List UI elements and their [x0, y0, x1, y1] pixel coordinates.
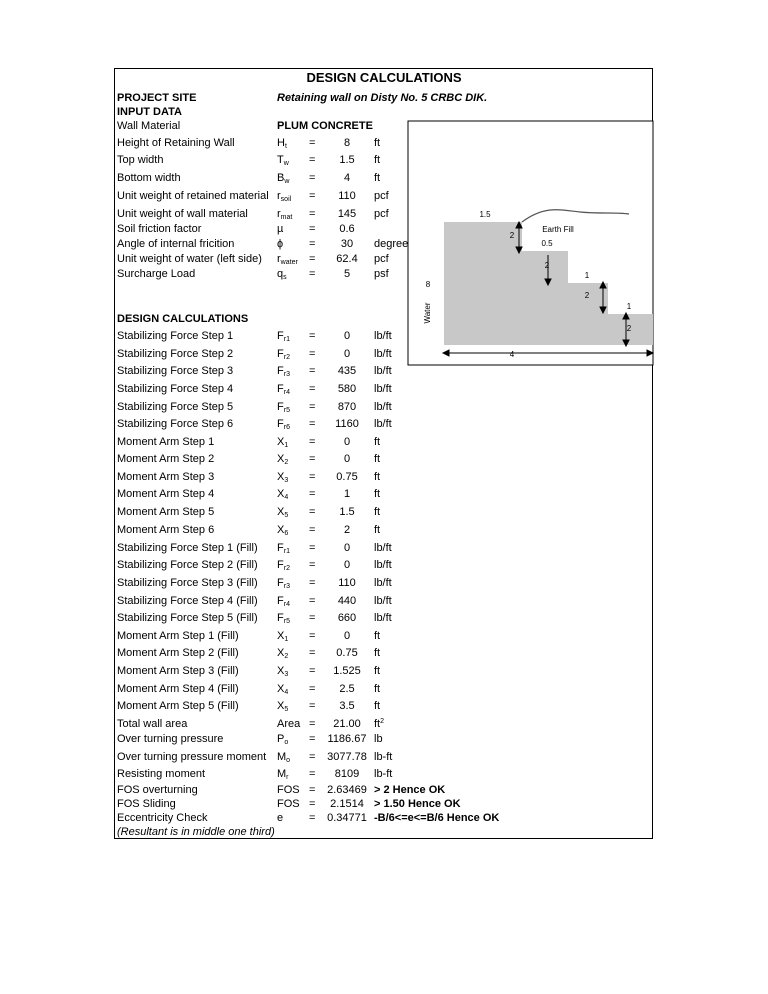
- row-equals: =: [309, 612, 316, 624]
- row-unit-text: lb/ft: [374, 559, 392, 571]
- row-symbol-main: X: [277, 453, 285, 465]
- row-label: Over turning pressure moment: [117, 751, 267, 763]
- row-value: 660: [337, 612, 357, 624]
- row-value: 2.5: [339, 683, 355, 695]
- row-symbol-subscript: r3: [283, 371, 290, 378]
- row-symbol-subscript: w: [284, 178, 290, 185]
- row-equals: =: [309, 630, 316, 642]
- row-equals: =: [309, 208, 316, 220]
- row-equals: =: [309, 784, 316, 796]
- row-value: 8: [343, 137, 351, 149]
- row-equals: =: [309, 647, 316, 659]
- row-value: 110: [338, 190, 356, 202]
- row-symbol-main: X: [277, 524, 285, 536]
- row-symbol-subscript: o: [284, 739, 289, 746]
- row-symbol-subscript: w: [283, 160, 289, 167]
- row-symbol-main: µ: [277, 223, 284, 235]
- row-symbol-main: P: [277, 733, 285, 745]
- row-symbol-main: e: [277, 812, 284, 824]
- row-symbol-subscript: r6: [283, 424, 290, 431]
- row-symbol-main: q: [277, 268, 284, 280]
- row-value: 1160: [335, 418, 359, 430]
- row-value: 1.5: [339, 506, 355, 518]
- row-unit-text: lb/ft: [374, 418, 392, 430]
- row-unit-text: lb-ft: [374, 768, 393, 780]
- row-unit-text: lb/ft: [374, 401, 392, 413]
- row-unit-text: degree: [374, 238, 409, 250]
- row-value: 2.1514: [330, 798, 364, 810]
- row-unit-text: > 2 Hence OK: [374, 784, 446, 796]
- row-unit-text: ft: [374, 154, 381, 166]
- row-equals: =: [309, 542, 316, 554]
- row-symbol-subscript: r2: [283, 565, 290, 572]
- row-label: Stabilizing Force Step 2: [117, 348, 234, 360]
- wall-material-value: PLUM CONCRETE: [277, 120, 373, 132]
- row-unit-text: > 1.50 Hence OK: [374, 798, 461, 810]
- row-value: 110: [338, 577, 356, 589]
- row-label: Over turning pressure: [117, 733, 224, 745]
- dim-2-step4: 2: [626, 324, 632, 333]
- row-symbol-main: F: [277, 595, 284, 607]
- row-value: 0: [343, 542, 351, 554]
- row-label: Bottom width: [117, 172, 181, 184]
- row-value: 145: [337, 208, 357, 220]
- row-unit-text: pcf: [374, 208, 389, 220]
- row-label: Surcharge Load: [117, 268, 196, 280]
- row-symbol-subscript: r4: [283, 389, 290, 396]
- row-symbol-subscript: r4: [283, 601, 290, 608]
- row-symbol-main: FOS: [277, 784, 300, 796]
- row-symbol-main: X: [277, 665, 285, 677]
- row-label: Stabilizing Force Step 4 (Fill): [117, 595, 258, 607]
- row-symbol-subscript: water: [280, 259, 298, 266]
- row-symbol-subscript: r2: [283, 354, 290, 361]
- resultant-note: (Resultant is in middle one third): [117, 826, 275, 838]
- row-unit-text: ft: [374, 453, 381, 465]
- row-label: Resisting moment: [117, 768, 206, 780]
- row-label: Angle of internal fricition: [117, 238, 235, 250]
- row-unit-text: ft: [374, 471, 381, 483]
- row-symbol-main: H: [277, 137, 285, 149]
- row-unit-text: ft: [374, 172, 381, 184]
- row-value: 0.75: [336, 647, 358, 659]
- row-unit-text: lb/ft: [374, 577, 392, 589]
- row-label: Moment Arm Step 5: [117, 506, 215, 518]
- row-label: Stabilizing Force Step 2 (Fill): [117, 559, 258, 571]
- row-unit-text: ft: [374, 436, 381, 448]
- row-value: 1.525: [333, 665, 361, 677]
- row-unit-text: lb/ft: [374, 542, 392, 554]
- row-symbol-subscript: r1: [283, 336, 290, 343]
- row-symbol-main: X: [277, 683, 285, 695]
- row-label: Moment Arm Step 4: [117, 488, 215, 500]
- dim-2-step2: 2: [544, 261, 550, 270]
- row-unit-text: ft: [374, 665, 381, 677]
- row-value: 0.6: [339, 223, 355, 235]
- row-equals: =: [309, 577, 316, 589]
- row-symbol-subscript: r1: [283, 548, 290, 555]
- row-symbol-main: F: [277, 401, 284, 413]
- row-equals: =: [309, 436, 316, 448]
- dim-0-5: 0.5: [541, 239, 553, 248]
- row-unit-text: ft: [374, 683, 381, 695]
- row-value: 0: [343, 348, 351, 360]
- row-equals: =: [309, 172, 316, 184]
- row-unit-text: ft: [374, 630, 381, 642]
- row-value: 0: [343, 436, 351, 448]
- height-label: 8: [425, 280, 431, 289]
- row-label: Total wall area: [117, 718, 188, 730]
- row-value: 4: [343, 172, 351, 184]
- row-equals: =: [309, 418, 316, 430]
- row-value: 2.63469: [327, 784, 367, 796]
- row-label: Moment Arm Step 5 (Fill): [117, 700, 239, 712]
- row-label: Stabilizing Force Step 1 (Fill): [117, 542, 258, 554]
- row-symbol-subscript: r5: [283, 407, 290, 414]
- row-label: FOS overturning: [117, 784, 198, 796]
- row-equals: =: [309, 268, 316, 280]
- row-label: Stabilizing Force Step 3 (Fill): [117, 577, 258, 589]
- row-symbol-main: X: [277, 436, 285, 448]
- row-value: 1: [343, 488, 351, 500]
- row-equals: =: [309, 365, 316, 377]
- row-label: Unit weight of wall material: [117, 208, 248, 220]
- row-equals: =: [309, 190, 316, 202]
- row-symbol-subscript: soil: [280, 196, 292, 203]
- row-symbol-main: F: [277, 348, 284, 360]
- row-label: Moment Arm Step 6: [117, 524, 215, 536]
- row-value: 0: [343, 330, 351, 342]
- row-label: Stabilizing Force Step 3: [117, 365, 234, 377]
- row-symbol-main: Area: [277, 718, 301, 730]
- row-symbol-main: F: [277, 383, 284, 395]
- row-value: 30: [340, 238, 354, 250]
- row-value: 0.34771: [327, 812, 367, 824]
- row-equals: =: [309, 137, 316, 149]
- row-unit-text: ft: [374, 647, 381, 659]
- row-symbol-subscript: 3: [284, 477, 289, 484]
- row-unit-text: lb/ft: [374, 365, 392, 377]
- row-equals: =: [309, 238, 316, 250]
- project-site-value: Retaining wall on Disty No. 5 CRBC DIK.: [277, 92, 488, 104]
- input-data-label: INPUT DATA: [117, 106, 182, 118]
- row-equals: =: [309, 718, 316, 730]
- row-unit-text: lb/ft: [374, 612, 392, 624]
- row-equals: =: [309, 488, 316, 500]
- row-equals: =: [309, 812, 316, 824]
- row-symbol-subscript: 1: [284, 636, 289, 643]
- row-label: Soil friction factor: [117, 223, 202, 235]
- row-symbol-subscript: 2: [284, 653, 289, 660]
- row-symbol-subscript: 5: [284, 706, 289, 713]
- row-symbol-main: B: [277, 172, 285, 184]
- row-value: 3.5: [339, 700, 355, 712]
- row-equals: =: [309, 683, 316, 695]
- water-label: Water: [423, 302, 432, 324]
- row-symbol-subscript: 6: [284, 530, 289, 537]
- row-value: 435: [337, 365, 357, 377]
- row-label: Height of Retaining Wall: [117, 137, 235, 149]
- row-unit-text: -B/6<=e<=B/6 Hence OK: [374, 812, 500, 824]
- row-unit-text: lb/ft: [374, 595, 392, 607]
- row-unit-text: lb: [374, 733, 383, 745]
- row-symbol-subscript: r: [286, 774, 289, 781]
- row-value: 2: [343, 524, 351, 536]
- row-symbol-main: r: [277, 190, 281, 202]
- row-equals: =: [309, 348, 316, 360]
- row-label: Moment Arm Step 2 (Fill): [117, 647, 239, 659]
- row-equals: =: [309, 506, 316, 518]
- row-symbol-main: F: [277, 542, 284, 554]
- dim-2-step1: 2: [509, 231, 515, 240]
- row-symbol-subscript: 2: [284, 459, 289, 466]
- row-unit-text: lb/ft: [374, 383, 392, 395]
- row-symbol-main: F: [277, 559, 284, 571]
- row-value: 870: [337, 401, 357, 413]
- row-symbol-main: X: [277, 506, 285, 518]
- row-label: Moment Arm Step 3 (Fill): [117, 665, 239, 677]
- row-unit-superscript: 2: [380, 718, 385, 725]
- row-symbol-subscript: s: [283, 274, 287, 281]
- dim-1-step4: 1: [626, 302, 632, 311]
- row-unit-text: lb/ft: [374, 330, 392, 342]
- row-label: Top width: [117, 154, 164, 166]
- row-label: Moment Arm Step 2: [117, 453, 215, 465]
- row-label: Moment Arm Step 1: [117, 436, 215, 448]
- row-symbol-main: r: [277, 253, 281, 265]
- row-symbol-main: F: [277, 612, 284, 624]
- row-unit-text: ft: [374, 524, 381, 536]
- row-equals: =: [309, 223, 316, 235]
- row-unit-text: ft: [374, 488, 381, 500]
- row-symbol-main: ɸ: [277, 238, 284, 250]
- row-value: 5: [343, 268, 351, 280]
- row-symbol-main: F: [277, 577, 284, 589]
- row-symbol-subscript: 5: [284, 512, 289, 519]
- row-symbol-main: M: [277, 751, 287, 763]
- row-value: 580: [337, 383, 357, 395]
- row-symbol-main: F: [277, 330, 284, 342]
- row-equals: =: [309, 700, 316, 712]
- row-value: 1.5: [339, 154, 355, 166]
- row-equals: =: [309, 453, 316, 465]
- row-equals: =: [309, 154, 316, 166]
- row-equals: =: [309, 768, 316, 780]
- row-unit-text: pcf: [374, 190, 389, 202]
- row-label: Stabilizing Force Step 5: [117, 401, 234, 413]
- row-symbol-subscript: mat: [280, 214, 293, 221]
- row-value: 0: [343, 630, 351, 642]
- row-equals: =: [309, 383, 316, 395]
- project-site-label: PROJECT SITE: [117, 92, 197, 104]
- row-unit-text: psf: [374, 268, 389, 280]
- row-symbol-main: M: [277, 768, 287, 780]
- row-symbol-subscript: 4: [284, 689, 289, 696]
- row-symbol-main: X: [277, 630, 285, 642]
- row-equals: =: [309, 595, 316, 607]
- top-width-label: 1.5: [479, 210, 491, 219]
- row-value: 1186.67: [327, 733, 367, 745]
- row-symbol-main: X: [277, 647, 285, 659]
- row-label: Moment Arm Step 3: [117, 471, 215, 483]
- row-value: 3077.78: [327, 751, 367, 763]
- row-label: Stabilizing Force Step 4: [117, 383, 234, 395]
- row-unit-text: ft: [374, 718, 381, 730]
- bottom-width-label: 4: [509, 350, 515, 359]
- row-label: Stabilizing Force Step 5 (Fill): [117, 612, 258, 624]
- row-unit-text: lb/ft: [374, 348, 392, 360]
- row-symbol-subscript: 1: [284, 442, 289, 449]
- row-value: 62.4: [336, 253, 358, 265]
- row-unit-text: ft: [374, 137, 381, 149]
- dim-2-step3: 2: [584, 291, 590, 300]
- row-equals: =: [309, 733, 316, 745]
- wall-material-label: Wall Material: [117, 120, 181, 132]
- earth-fill-label: Earth Fill: [542, 225, 574, 234]
- row-equals: =: [309, 253, 316, 265]
- row-unit-text: ft: [374, 700, 381, 712]
- row-symbol-main: X: [277, 700, 285, 712]
- row-equals: =: [309, 401, 316, 413]
- row-symbol-subscript: 3: [284, 671, 289, 678]
- dim-1-step3: 1: [584, 271, 590, 280]
- row-unit-text: pcf: [374, 253, 389, 265]
- row-equals: =: [309, 798, 316, 810]
- row-symbol-main: T: [277, 154, 284, 166]
- row-symbol-main: X: [277, 471, 285, 483]
- row-unit-text: ft: [374, 506, 381, 518]
- row-label: Moment Arm Step 1 (Fill): [117, 630, 239, 642]
- row-symbol-subscript: o: [286, 757, 291, 764]
- row-label: Stabilizing Force Step 1: [117, 330, 234, 342]
- row-value: 0: [343, 453, 351, 465]
- row-label: FOS Sliding: [117, 798, 176, 810]
- row-value: 440: [337, 595, 357, 607]
- design-calc-label: DESIGN CALCULATIONS: [117, 313, 249, 325]
- row-equals: =: [309, 524, 316, 536]
- row-symbol-subscript: t: [284, 143, 287, 150]
- row-equals: =: [309, 330, 316, 342]
- row-label: Moment Arm Step 4 (Fill): [117, 683, 239, 695]
- row-symbol-main: X: [277, 488, 285, 500]
- row-label: Unit weight of retained material: [117, 190, 269, 202]
- row-symbol-subscript: 4: [284, 494, 289, 501]
- row-equals: =: [309, 471, 316, 483]
- row-equals: =: [309, 559, 316, 571]
- row-value: 21.00: [333, 718, 361, 730]
- row-label: Stabilizing Force Step 6: [117, 418, 234, 430]
- row-value: 0: [343, 559, 351, 571]
- row-label: Unit weight of water (left side): [117, 253, 262, 265]
- row-value: 8109: [334, 768, 360, 780]
- row-symbol-subscript: r5: [283, 618, 290, 625]
- row-equals: =: [309, 751, 316, 763]
- row-symbol-main: F: [277, 418, 284, 430]
- row-unit-text: lb-ft: [374, 751, 393, 763]
- row-symbol-main: FOS: [277, 798, 300, 810]
- row-symbol-main: r: [277, 208, 281, 220]
- row-value: 0.75: [336, 471, 358, 483]
- row-equals: =: [309, 665, 316, 677]
- page-title: DESIGN CALCULATIONS: [306, 70, 462, 85]
- row-label: Eccentricity Check: [117, 812, 208, 824]
- row-symbol-main: F: [277, 365, 284, 377]
- row-symbol-subscript: r3: [283, 583, 290, 590]
